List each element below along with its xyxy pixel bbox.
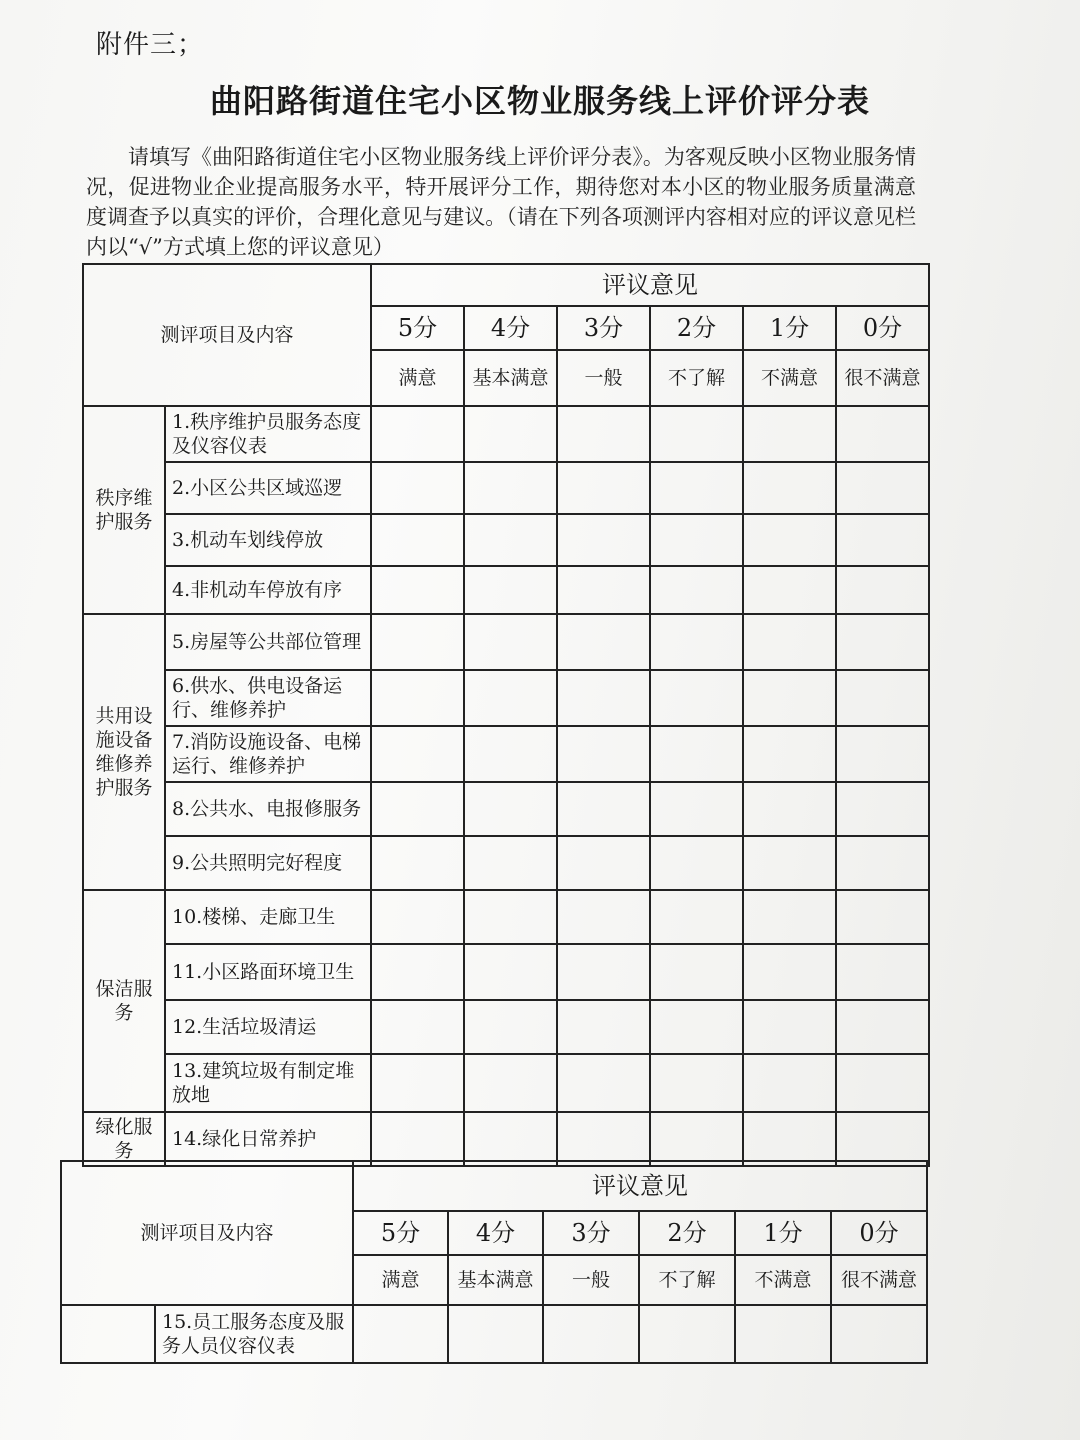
rating-cell[interactable] [650,1112,743,1166]
desc-average: 一般 [543,1255,639,1305]
rating-cell[interactable] [557,670,650,726]
desc-unknown: 不了解 [650,350,743,406]
rating-cell[interactable] [464,782,557,836]
rating-cell[interactable] [464,462,557,514]
rating-cell[interactable] [371,944,464,1000]
rating-cell[interactable] [371,462,464,514]
rating-cell[interactable] [650,566,743,614]
rating-cell[interactable] [448,1305,543,1363]
item-label: 9.公共照明完好程度 [165,836,371,890]
rating-cell[interactable] [557,782,650,836]
rating-cell[interactable] [557,726,650,782]
rating-cell[interactable] [371,726,464,782]
table-row [83,1112,929,1166]
score-1: 1分 [743,306,836,350]
item-label: 3.机动车划线停放 [165,514,371,566]
evaluation-table-continued [60,1160,928,1364]
rating-cell[interactable] [743,462,836,514]
header-opinion-label: 评议意见 [371,264,929,306]
rating-cell[interactable] [743,1000,836,1054]
score-0: 0分 [836,306,929,350]
desc-unsatisfied: 不满意 [743,350,836,406]
rating-cell[interactable] [836,1112,929,1166]
desc-satisfied: 满意 [371,350,464,406]
desc-unknown: 不了解 [639,1255,735,1305]
score-1: 1分 [735,1211,831,1255]
table-row [83,890,929,944]
rating-cell[interactable] [371,782,464,836]
rating-cell[interactable] [557,890,650,944]
rating-cell[interactable] [836,836,929,890]
score-3: 3分 [557,306,650,350]
rating-cell[interactable] [836,782,929,836]
table-row [83,566,929,614]
rating-cell[interactable] [650,1000,743,1054]
item-label: 11.小区路面环境卫生 [165,944,371,1000]
score-0: 0分 [831,1211,927,1255]
header-opinion-label: 评议意见 [353,1161,927,1211]
rating-cell[interactable] [464,514,557,566]
item-label: 4.非机动车停放有序 [165,566,371,614]
rating-cell[interactable] [557,406,650,462]
rating-cell[interactable] [464,836,557,890]
rating-cell[interactable] [557,1054,650,1112]
intro-paragraph: 请填写《曲阳路街道住宅小区物业服务线上评价评分表》。为客观反映小区物业服务情况，促进物业企业提高服务水平，特开展评分工作，期待您对本小区的物业服务质量满意度调查予以真实的评价，合理化意见与建议。（请在下列各项测评内容相对应的评议意见栏内以“√”方式填上您的评议意见） [86,145,916,259]
rating-cell[interactable] [650,514,743,566]
rating-cell[interactable] [743,944,836,1000]
rating-cell[interactable] [371,890,464,944]
rating-cell[interactable] [543,1305,639,1363]
rating-cell[interactable] [831,1305,927,1363]
category-cleaning: 保洁服务 [83,890,165,1112]
rating-cell[interactable] [557,514,650,566]
rating-cell[interactable] [464,1054,557,1112]
rating-cell[interactable] [639,1305,735,1363]
form-title: 曲阳路街道住宅小区物业服务线上评价评分表 [209,82,870,120]
table-row [83,782,929,836]
table-row [83,944,929,1000]
category-cell-empty [61,1305,155,1363]
rating-cell[interactable] [371,566,464,614]
table-row [83,726,929,782]
table-row [83,462,929,514]
rating-cell[interactable] [650,406,743,462]
rating-cell[interactable] [743,1112,836,1166]
item-label: 10.楼梯、走廊卫生 [165,890,371,944]
rating-cell[interactable] [743,566,836,614]
rating-cell[interactable] [371,1000,464,1054]
rating-cell[interactable] [743,614,836,670]
rating-cell[interactable] [371,406,464,462]
header-item-label: 测评项目及内容 [83,264,371,406]
item-label: 15.员工服务态度及服务人员仪容仪表 [155,1305,353,1363]
rating-cell[interactable] [371,514,464,566]
rating-cell[interactable] [650,1054,743,1112]
rating-cell[interactable] [557,1112,650,1166]
score-4: 4分 [464,306,557,350]
rating-cell[interactable] [464,1000,557,1054]
rating-cell[interactable] [557,1000,650,1054]
rating-cell[interactable] [743,1054,836,1112]
item-label: 14.绿化日常养护 [165,1112,371,1166]
rating-cell[interactable] [464,614,557,670]
score-2: 2分 [650,306,743,350]
item-label: 7.消防设施设备、电梯运行、维修养护 [165,726,371,782]
rating-cell[interactable] [836,890,929,944]
rating-cell[interactable] [557,566,650,614]
rating-cell[interactable] [743,406,836,462]
desc-very-unsatisfied: 很不满意 [831,1255,927,1305]
rating-cell[interactable] [836,462,929,514]
item-label: 5.房屋等公共部位管理 [165,614,371,670]
table-row [83,514,929,566]
rating-cell[interactable] [836,944,929,1000]
table-row [83,836,929,890]
desc-unsatisfied: 不满意 [735,1255,831,1305]
score-5: 5分 [371,306,464,350]
rating-cell[interactable] [464,726,557,782]
rating-cell[interactable] [557,462,650,514]
category-order-maintenance: 秩序维护服务 [83,406,165,614]
desc-average: 一般 [557,350,650,406]
item-label: 2.小区公共区域巡逻 [165,462,371,514]
rating-cell[interactable] [464,1112,557,1166]
item-label: 13.建筑垃圾有制定堆放地 [165,1054,371,1112]
table-row [83,1054,929,1112]
rating-cell[interactable] [371,670,464,726]
table-row [83,614,929,670]
rating-cell[interactable] [464,890,557,944]
table-row [83,670,929,726]
item-label: 1.秩序维护员服务态度及仪容仪表 [165,406,371,462]
item-label: 6.供水、供电设备运行、维修养护 [165,670,371,726]
score-3: 3分 [543,1211,639,1255]
rating-cell[interactable] [353,1305,448,1363]
rating-cell[interactable] [557,614,650,670]
rating-cell[interactable] [836,726,929,782]
rating-cell[interactable] [836,406,929,462]
category-greening: 绿化服务 [83,1112,165,1166]
desc-very-unsatisfied: 很不满意 [836,350,929,406]
rating-cell[interactable] [836,566,929,614]
rating-cell[interactable] [464,670,557,726]
rating-cell[interactable] [650,944,743,1000]
rating-cell[interactable] [743,782,836,836]
rating-cell[interactable] [836,670,929,726]
rating-cell[interactable] [650,614,743,670]
rating-cell[interactable] [836,514,929,566]
evaluation-table [82,263,930,1167]
rating-cell[interactable] [557,944,650,1000]
rating-cell[interactable] [836,1054,929,1112]
rating-cell[interactable] [371,1054,464,1112]
score-2: 2分 [639,1211,735,1255]
rating-cell[interactable] [650,462,743,514]
rating-cell[interactable] [735,1305,831,1363]
rating-cell[interactable] [743,514,836,566]
attachment-label: 附件三； [96,30,205,60]
rating-cell[interactable] [836,1000,929,1054]
desc-basically-satisfied: 基本满意 [464,350,557,406]
desc-satisfied: 满意 [353,1255,448,1305]
rating-cell[interactable] [743,890,836,944]
rating-cell[interactable] [371,1112,464,1166]
table-row [83,1000,929,1054]
item-label: 12.生活垃圾清运 [165,1000,371,1054]
rating-cell[interactable] [464,944,557,1000]
item-label: 8.公共水、电报修服务 [165,782,371,836]
score-4: 4分 [448,1211,543,1255]
category-facility-maintenance: 共用设施设备维修养护服务 [83,614,165,890]
rating-cell[interactable] [743,726,836,782]
rating-cell[interactable] [650,890,743,944]
rating-cell[interactable] [650,836,743,890]
table-row [61,1305,927,1363]
rating-cell[interactable] [650,782,743,836]
rating-cell[interactable] [464,406,557,462]
rating-cell[interactable] [743,670,836,726]
rating-cell[interactable] [464,566,557,614]
score-5: 5分 [353,1211,448,1255]
rating-cell[interactable] [836,614,929,670]
table-row [83,406,929,462]
rating-cell[interactable] [650,670,743,726]
desc-basically-satisfied: 基本满意 [448,1255,543,1305]
rating-cell[interactable] [371,614,464,670]
rating-cell[interactable] [557,836,650,890]
rating-cell[interactable] [371,836,464,890]
rating-cell[interactable] [743,836,836,890]
rating-cell[interactable] [650,726,743,782]
header-item-label: 测评项目及内容 [61,1161,353,1305]
